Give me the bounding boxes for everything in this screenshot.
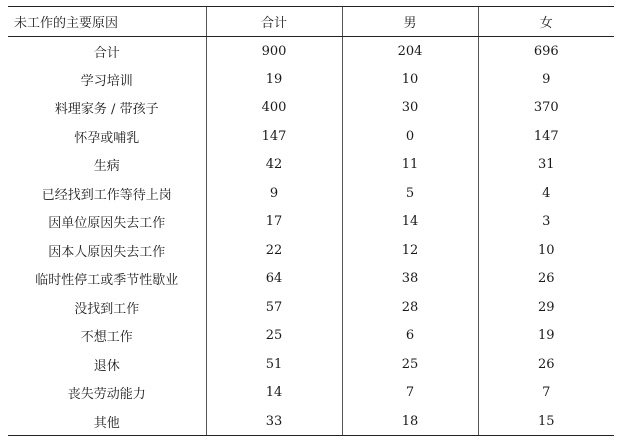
header-female: 女	[478, 7, 614, 37]
table-row	[8, 265, 614, 294]
row-male: 30	[342, 94, 478, 123]
row-reason: 不想工作	[80, 330, 133, 346]
row-reason: 怀孕或哺乳	[74, 130, 140, 146]
table-header-row	[8, 7, 614, 37]
header-reason: 未工作的主要原因	[8, 7, 206, 37]
row-reason: 其他	[8, 407, 206, 436]
table-row	[8, 122, 614, 151]
row-reason: 因单位原因失去工作	[48, 216, 166, 232]
table-row	[8, 322, 614, 351]
row-total: 42	[206, 151, 342, 180]
row-male: 14	[342, 208, 478, 237]
row-male: 18	[342, 407, 478, 436]
row-reason: 生病	[93, 159, 120, 175]
row-total: 17	[206, 208, 342, 237]
row-total: 14	[206, 379, 342, 408]
row-total: 19	[206, 65, 342, 94]
table-row	[8, 179, 614, 208]
row-reason: 退休	[93, 358, 120, 374]
row-reason: 丧失劳动能力	[67, 387, 146, 403]
row-total: 51	[206, 350, 342, 379]
row-total: 57	[206, 293, 342, 322]
row-female: 3	[478, 208, 614, 237]
table-body	[8, 37, 614, 436]
table-row	[8, 65, 614, 94]
header-total: 合计	[206, 7, 342, 37]
row-reason: 合计	[93, 45, 120, 61]
unemployment-reasons-table	[8, 6, 614, 436]
row-reason: 临时性停工或季节性歇业	[35, 273, 179, 289]
table-row	[8, 236, 614, 265]
table-row	[8, 293, 614, 322]
row-female: 29	[478, 293, 614, 322]
row-female: 19	[478, 322, 614, 351]
row-female: 26	[478, 265, 614, 294]
row-total: 900	[206, 37, 342, 66]
table-row	[8, 350, 614, 379]
table-row	[8, 37, 614, 66]
row-male: 28	[342, 293, 478, 322]
row-total: 147	[206, 122, 342, 151]
row-total: 33	[206, 407, 342, 436]
row-male: 25	[342, 350, 478, 379]
table-row	[8, 208, 614, 237]
row-male: 7	[342, 379, 478, 408]
table-row	[8, 94, 614, 123]
row-female: 7	[478, 379, 614, 408]
row-female: 26	[478, 350, 614, 379]
row-female: 9	[478, 65, 614, 94]
row-total: 400	[206, 94, 342, 123]
row-female: 15	[478, 407, 614, 436]
row-male: 11	[342, 151, 478, 180]
row-male: 10	[342, 65, 478, 94]
row-female: 147	[478, 122, 614, 151]
table-row	[8, 379, 614, 408]
row-reason: 没找到工作	[74, 301, 140, 317]
row-male: 6	[342, 322, 478, 351]
row-male: 12	[342, 236, 478, 265]
row-total: 25	[206, 322, 342, 351]
header-male: 男	[342, 7, 478, 37]
row-reason: 料理家务 / 带孩子	[54, 102, 159, 118]
row-male: 38	[342, 265, 478, 294]
row-reason: 已经找到工作等待上岗	[41, 187, 172, 203]
row-reason: 学习培训	[80, 73, 133, 89]
row-total: 64	[206, 265, 342, 294]
row-female: 370	[478, 94, 614, 123]
row-female: 696	[478, 37, 614, 66]
row-reason: 因本人原因失去工作	[48, 244, 166, 260]
row-female: 10	[478, 236, 614, 265]
row-male: 204	[342, 37, 478, 66]
row-female: 31	[478, 151, 614, 180]
row-total: 22	[206, 236, 342, 265]
table-row	[8, 407, 614, 436]
row-total: 9	[206, 179, 342, 208]
table-row	[8, 151, 614, 180]
row-female: 4	[478, 179, 614, 208]
row-male: 5	[342, 179, 478, 208]
row-male: 0	[342, 122, 478, 151]
